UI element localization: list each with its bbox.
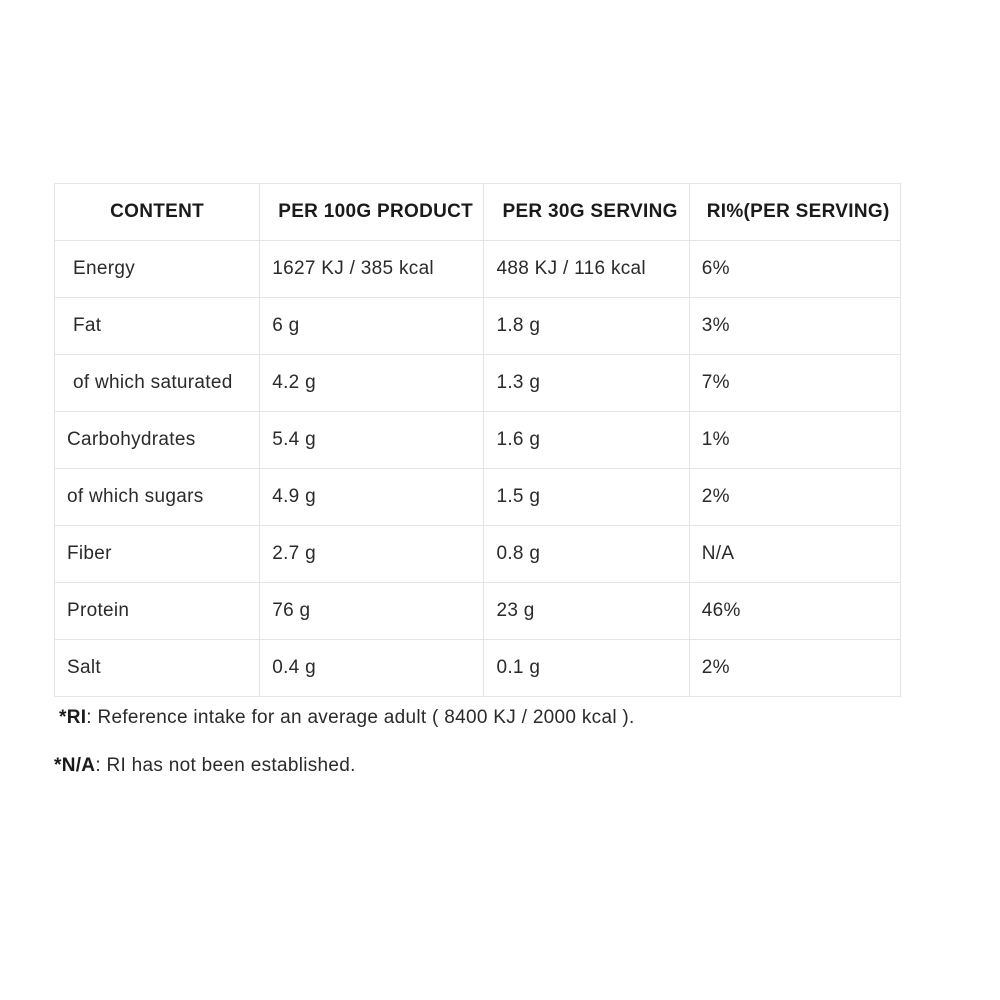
row-ri: 46% [689, 583, 900, 640]
row-per-100g: 1627 KJ / 385 kcal [260, 241, 484, 298]
row-per-30g: 0.8 g [484, 526, 689, 583]
header-per-100g: PER 100G PRODUCT [260, 184, 484, 241]
row-ri: 2% [689, 640, 900, 697]
row-name: Protein [55, 583, 260, 640]
row-per-100g: 5.4 g [260, 412, 484, 469]
row-per-30g: 488 KJ / 116 kcal [484, 241, 689, 298]
table-row [55, 355, 901, 412]
row-per-100g: 76 g [260, 583, 484, 640]
row-ri: 3% [689, 298, 900, 355]
row-per-30g: 0.1 g [484, 640, 689, 697]
table-header-row [55, 184, 901, 241]
row-name: Fat [55, 298, 260, 355]
row-name: of which saturated [55, 355, 260, 412]
footnote-ri-label: *RI [59, 707, 87, 728]
row-per-30g: 1.5 g [484, 469, 689, 526]
row-name: of which sugars [55, 469, 260, 526]
row-per-30g: 1.8 g [484, 298, 689, 355]
row-name: Carbohydrates [55, 412, 260, 469]
nutrition-table [54, 183, 901, 697]
footnote-ri [59, 707, 635, 729]
footnote-ri-text: : Reference intake for an average adult ( 8400 KJ / 2000 kcal ). [86, 707, 635, 728]
footnote-na-text: : RI has not been established. [95, 755, 356, 776]
row-ri: 2% [689, 469, 900, 526]
row-ri: 6% [689, 241, 900, 298]
table-row [55, 583, 901, 640]
table-row [55, 298, 901, 355]
header-content: CONTENT [55, 184, 260, 241]
footnote-na [54, 755, 356, 777]
row-ri: 7% [689, 355, 900, 412]
row-ri: N/A [689, 526, 900, 583]
table-row [55, 469, 901, 526]
row-per-100g: 4.9 g [260, 469, 484, 526]
row-name: Salt [55, 640, 260, 697]
row-per-100g: 0.4 g [260, 640, 484, 697]
row-per-100g: 2.7 g [260, 526, 484, 583]
table-row [55, 526, 901, 583]
row-name: Fiber [55, 526, 260, 583]
table-row [55, 412, 901, 469]
header-ri-percent: RI%(PER SERVING) [689, 184, 900, 241]
footnote-na-label: *N/A [54, 755, 96, 776]
row-name: Energy [55, 241, 260, 298]
table-row [55, 241, 901, 298]
row-per-100g: 6 g [260, 298, 484, 355]
header-per-30g: PER 30G SERVING [484, 184, 689, 241]
row-per-30g: 23 g [484, 583, 689, 640]
row-per-30g: 1.6 g [484, 412, 689, 469]
row-per-100g: 4.2 g [260, 355, 484, 412]
row-ri: 1% [689, 412, 900, 469]
table-row [55, 640, 901, 697]
row-per-30g: 1.3 g [484, 355, 689, 412]
